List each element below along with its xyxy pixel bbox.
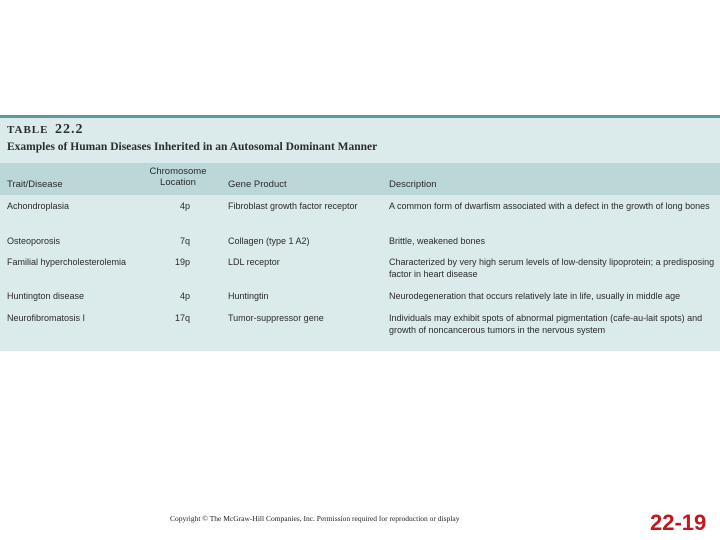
table-caption: [7, 120, 377, 153]
cell-chromosome: 7q: [179, 236, 190, 246]
page-number: 22-19: [650, 510, 707, 535]
cell-gene: Tumor-suppressor gene: [228, 313, 324, 323]
cell-gene: Collagen (type 1 A2): [228, 236, 310, 246]
cell-trait: Osteoporosis: [7, 236, 61, 246]
header-description: Description: [389, 179, 437, 190]
cell-trait: Achondroplasia: [7, 201, 70, 211]
cell-description: Brittle, weakened bones: [389, 236, 486, 246]
table-title: Examples of Human Diseases Inherited in an Autosomal Dominant Manner: [7, 141, 378, 153]
cell-gene: Fibroblast growth factor receptor: [228, 201, 358, 211]
cell-trait: Huntington disease: [7, 291, 85, 301]
cell-chromosome: 17q: [174, 313, 190, 323]
cell-description: Individuals may exhibit spots of abnormal pigmentation (cafe-au-lait spots) and growth of noncancerous tumors in the nervous system: [389, 313, 703, 335]
cell-chromosome: 4p: [179, 201, 190, 211]
table-number: 22.2: [54, 122, 84, 137]
cell-description: Characterized by very high serum levels of low-density lipoprotein; a predisposing factor in heart disease: [389, 257, 715, 279]
cell-chromosome: 19p: [174, 257, 190, 267]
cell-gene: Huntingtin: [228, 291, 269, 301]
cell-trait: Neurofibromatosis I: [7, 313, 86, 323]
header-gene: Gene Product: [228, 179, 287, 190]
cell-description: A common form of dwarfism associated with a defect in the growth of long bones: [389, 201, 710, 211]
header-trait: Trait/Disease: [7, 179, 63, 190]
cell-chromosome: 4p: [179, 291, 190, 301]
cell-description: Neurodegeneration that occurs relatively late in life, usually in middle age: [389, 291, 681, 301]
cell-gene: LDL receptor: [228, 257, 280, 267]
cell-trait: Familial hypercholesterolemia: [7, 257, 127, 267]
header-chromosome: Chromosome Location: [149, 166, 207, 188]
table-label: TABLE: [7, 124, 49, 136]
table-header-row: [0, 163, 720, 195]
copyright-notice: Copyright © The McGraw-Hill Companies, Inc. Permission required for reproduction or display: [170, 514, 460, 523]
